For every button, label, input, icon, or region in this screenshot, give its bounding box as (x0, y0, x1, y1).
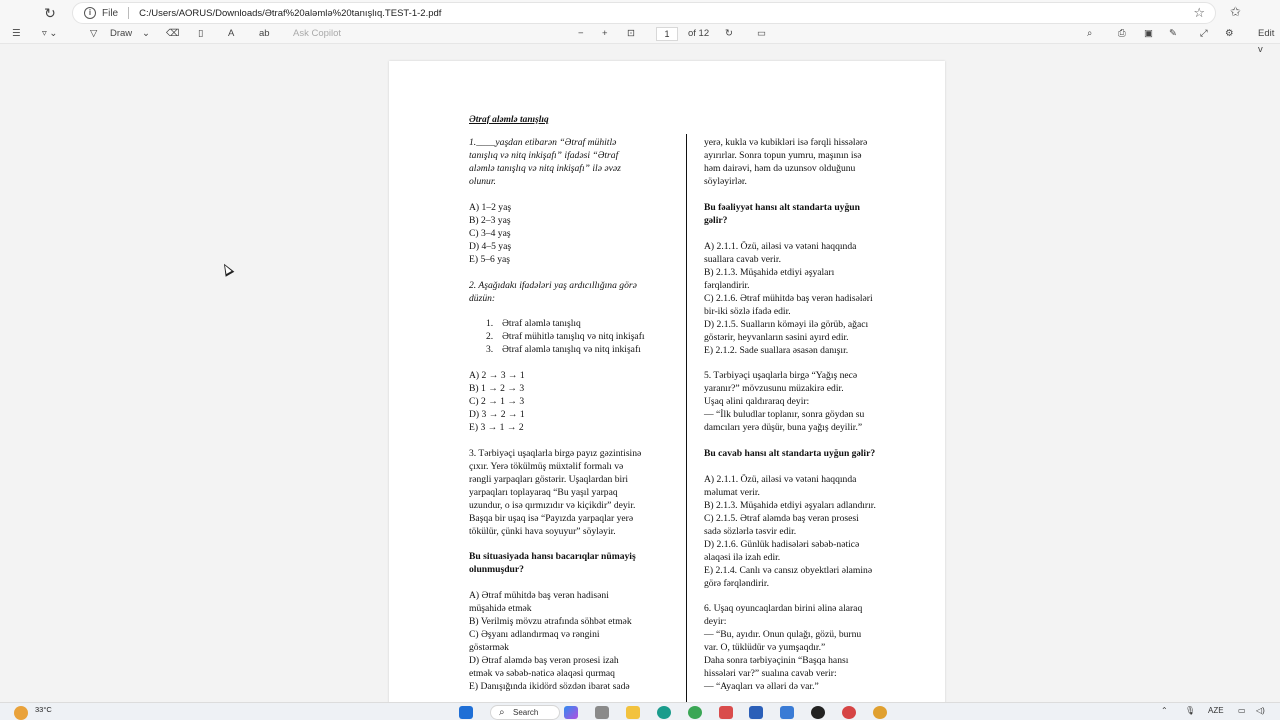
question-6-text: 6. Uşaq oyuncaqlardan birini əlinə alaraq deyir: — “Bu, ayıdır. Onun qulağı, gözü, burnu var. O, tüklüdür və yumşaqdır.” Daha sonra tərbiyəçinin “Başqa hansı hissələri var?” sualına cavab verir: — “Ayaqları və əlləri də var.” (704, 603, 863, 692)
bookmark-star-icon[interactable]: ☆ (1193, 5, 1205, 20)
q2-list-item-1: Ətraf aləmlə tanışlıq (502, 318, 581, 329)
zoom-in-icon[interactable]: + (602, 28, 608, 39)
q2-list-item-3: Ətraf aləmlə tanışlıq və nitq inkişafı (502, 344, 641, 355)
tray-chevron-icon[interactable]: ⌃ (1161, 706, 1168, 715)
pdf-reader-icon[interactable] (719, 706, 733, 719)
q1-option-c: C) 3–4 yaş (469, 228, 511, 239)
taskbar-search[interactable]: ⌕ Search (490, 705, 560, 720)
taskbar (0, 702, 1280, 720)
q1-option-b: B) 2–3 yaş (469, 215, 511, 226)
fullscreen-icon[interactable]: ⤢ (1200, 28, 1208, 39)
question-5-prompt: Bu cavab hansı alt standarta uyğun gəlir? (704, 448, 876, 459)
edit-button[interactable]: Edit v (1258, 28, 1275, 55)
q2-list-num-3: 3. (486, 344, 494, 355)
question-4-prompt: Bu fəaliyyət hansı alt standarta uyğun gəlir? (704, 202, 860, 226)
pdf-toolbar (0, 24, 1280, 55)
address-bar-row (0, 0, 1280, 26)
volume-icon[interactable]: ◁) (1256, 706, 1265, 715)
chrome-alt-icon[interactable] (873, 706, 887, 719)
column-divider (686, 134, 687, 720)
draw-icon[interactable]: ▽ (90, 28, 98, 39)
save-as-icon[interactable]: ✎ (1169, 28, 1177, 39)
question-5-text: 5. Tərbiyəçi uşaqlarla birgə “Yağış necə yaranır?” mövzusunu müzakirə edir. Uşaq əlini qaldıraraq deyir: — “İlk buludlar toplanır, sonra göydən su damcıları yerə düşür, buna yağış deyilir.” (704, 370, 865, 433)
q5-options: A) 2.1.1. Özü, ailəsi və vətəni haqqında məlumat verir. B) 2.1.3. Müşahidə etdiyi əşyaları adlandırır. C) 2.1.5. Ətraf aləmdə baş verən prosesi sadə sözlərlə təsvir edir. D) 2.1.6. Günlük hadisələri səbəb-nəticə əlaqəsi ilə izah edir. E) 2.1.4. Canlı və cansız obyektləri əlaminə görə fərqləndirir. (704, 474, 876, 589)
draw-label[interactable]: Draw (110, 28, 133, 39)
q3-options: A) Ətraf mühitdə baş verən hadisəni müşahidə etmək B) Verilmiş mövzu ətrafında söhbət etmək C) Əşyanı adlandırmaq və rəngini göstərmək D) Ətraf aləmdə baş verən prosesi izah etmək və səbəb-nəticə əlaqəsi qurmaq E) Danışığında ikidörd sözdən ibarət sadə (469, 590, 632, 692)
q1-option-a: A) 1–2 yaş (469, 202, 512, 213)
file-label: File (102, 7, 119, 19)
omnibox[interactable] (72, 2, 1216, 24)
q2-option-c: C) 2 → 1 → 3 (469, 396, 525, 407)
q2-option-e: E) 3 → 1 → 2 (469, 422, 524, 433)
view-icon[interactable]: ▯ (198, 28, 204, 39)
translate-icon[interactable]: ab (259, 28, 270, 39)
text-icon[interactable]: A (228, 28, 235, 39)
start-windows-icon[interactable] (459, 706, 473, 719)
save-icon[interactable]: ▣ (1144, 28, 1153, 39)
page-number-input[interactable]: 1 (656, 27, 678, 41)
contents-icon[interactable]: ☰ (12, 28, 21, 39)
favorites-icon[interactable]: ✩ (1230, 4, 1241, 19)
url-text[interactable]: C:/Users/AORUS/Downloads/Ətraf%20aləmlə%20tanışlıq.TEST-1-2.pdf (139, 7, 442, 19)
highlight-icon[interactable]: ▿ ⌄ (42, 28, 58, 39)
print-icon[interactable]: ⎙ (1118, 28, 1126, 39)
page-view-icon[interactable]: ▭ (757, 28, 766, 39)
ask-copilot-button[interactable]: Ask Copilot (293, 28, 342, 39)
app-icon[interactable] (595, 706, 609, 719)
doc-title: Ətraf aləmlə tanışlıq (469, 115, 549, 125)
q2-list-num-2: 2. (486, 331, 494, 342)
weather-sun-icon[interactable] (14, 706, 28, 720)
rotate-icon[interactable]: ↻ (725, 28, 733, 39)
settings-gear-icon[interactable]: ⚙ (1225, 28, 1234, 39)
chrome-profile-icon[interactable] (842, 706, 856, 719)
zoom-out-icon[interactable]: − (578, 28, 584, 39)
separator (128, 7, 129, 19)
temperature[interactable]: 33°C (35, 705, 52, 714)
microphone-icon[interactable]: 🎙 (1185, 706, 1196, 715)
q2-option-d: D) 3 → 2 → 1 (469, 409, 525, 420)
search-icon[interactable]: ⌕ (1087, 28, 1093, 39)
copilot-icon[interactable] (564, 706, 578, 719)
info-icon[interactable]: i (84, 7, 96, 19)
q1-option-e: E) 5–6 yaş (469, 254, 511, 265)
q4-options: A) 2.1.1. Özü, ailəsi və vətəni haqqında suallara cavab verir. B) 2.1.3. Müşahidə etdiyi əşyaları fərqləndirir. C) 2.1.6. Ətraf mühitdə baş verən hadisələri bir-iki sözlə ifadə edir. D) 2.1.5. Sualların köməyi ilə görüb, ağacı göstərir, heyvanların səsini ayırd edir. E) 2.1.2. Sade suallara əsasən danışır. (704, 241, 873, 356)
app-round-icon[interactable] (811, 706, 825, 719)
fit-page-icon[interactable]: ⊡ (627, 28, 635, 39)
edge-browser-icon[interactable] (657, 706, 671, 719)
question-3-prompt: Bu situasiyada hansı bacarıqlar nümayiş olunmuşdur? (469, 551, 636, 575)
question-2-text: 2. Aşağıdakı ifadələri yaş ardıcıllığına görə düzün: (469, 280, 637, 304)
erase-icon[interactable]: ⌫ (166, 28, 180, 39)
q2-option-b: B) 1 → 2 → 3 (469, 383, 525, 394)
q2-option-a: A) 2 → 3 → 1 (469, 370, 525, 381)
reload-icon[interactable]: ↻ (44, 5, 56, 21)
q2-list-num-1: 1. (486, 318, 494, 329)
q1-option-d: D) 4–5 yaş (469, 241, 512, 252)
file-explorer-icon[interactable] (626, 706, 640, 719)
mouse-cursor-icon (220, 261, 235, 276)
question-1-text: 1.____yaşdan etibarən “Ətraf mühitlə tanışlıq və nitq inkişafı” ifadəsi “Ətraf aləmlə tanışlıq və nitq inkişafı” ilə əvəz olunur. (469, 137, 621, 187)
pdf-page (389, 61, 945, 720)
chrome-icon[interactable] (688, 706, 702, 719)
page-total: of 12 (688, 28, 710, 39)
word-icon[interactable] (749, 706, 763, 719)
draw-dropdown-icon[interactable]: ⌄ (142, 28, 150, 39)
q2-list-item-2: Ətraf mühitlə tanışlıq və nitq inkişafı (502, 331, 645, 342)
network-icon[interactable]: ▭ (1238, 706, 1246, 715)
question-3-text: 3. Tərbiyəçi uşaqlarla birgə payız gəzintisinə çıxır. Yerə tökülmüş müxtəlif formalı və rəngli yarpaqları göstərir. Uşaqlardan biri yarpaqları toplayaraq “Bu yaşıl yarpaq uzundur, o isə qırmızıdır və kiçikdir” deyir. Başqa bir uşaq isə “Payızda yarpaqlar yerə tökülür, çünki hava soyuyur” söyləyir. (469, 448, 642, 537)
calculator-icon[interactable] (780, 706, 794, 719)
question-4-continuation: yerə, kukla və kubikləri isə fərqli hissələrə ayırırlar. Sonra topun yumru, maşının isə həm dairəvi, həm də uzunsov olduğunu söyləyirlər. (704, 137, 868, 187)
language-indicator[interactable]: AZE (1208, 706, 1224, 715)
